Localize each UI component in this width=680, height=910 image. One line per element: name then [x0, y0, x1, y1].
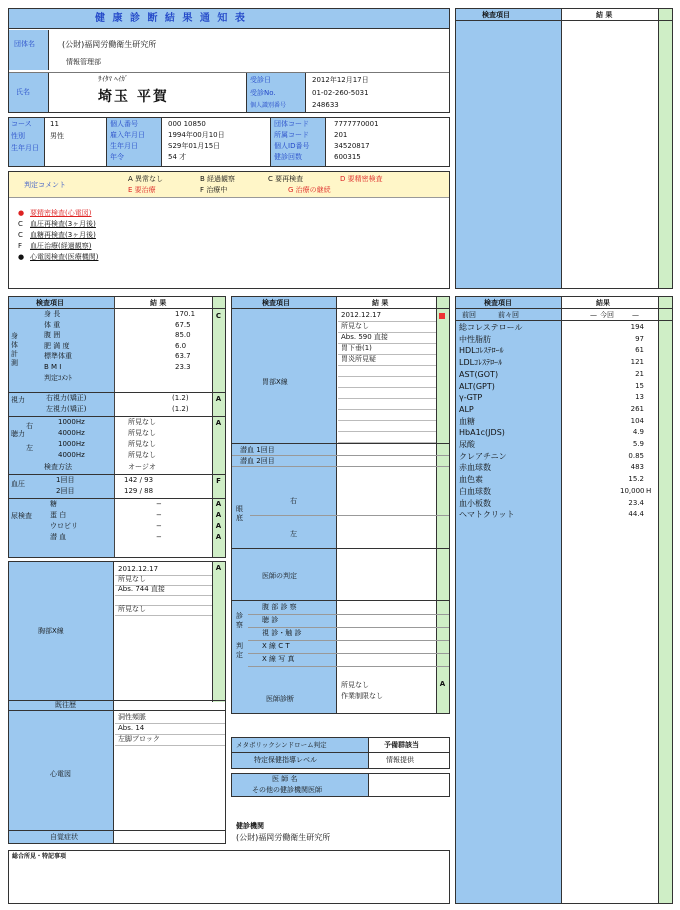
blood-value: 4.9 — [632, 428, 644, 437]
notes-panel — [8, 850, 450, 904]
final-label: 医師診断 — [266, 695, 294, 703]
stomach-row-line — [338, 420, 436, 421]
course-value: 11 — [50, 120, 59, 128]
doctor-row: 視 診・触 診 — [262, 629, 302, 637]
stomach-line: 所見なし — [341, 322, 369, 330]
ecg-label: 心電図 — [50, 770, 71, 778]
body-exam-result-header: 結 果 — [150, 299, 167, 307]
blood-item: AST(GOT) — [459, 369, 499, 379]
vision-item: 右視力(矯正) — [46, 394, 87, 403]
hearing-left: 左 — [26, 444, 33, 453]
hearing-value: 所見なし — [128, 440, 156, 449]
stomach-row-line — [338, 431, 436, 432]
stomach-row-line — [338, 321, 436, 322]
divider — [9, 72, 449, 73]
urine-item: 潜 血 — [50, 533, 67, 542]
footer-org-label: 健診機関 — [236, 822, 264, 830]
blood-value: 61 — [635, 346, 644, 355]
blood-value: 5.9 — [632, 440, 644, 448]
body-value: 170.1 — [175, 310, 196, 318]
stomach-row-line — [338, 376, 436, 377]
bp-group: 血圧 — [11, 480, 25, 489]
hearing-method-label: 検査方法 — [44, 463, 72, 472]
person-id-label: 個人識別番号 — [250, 102, 287, 109]
exam-label: 医師の判定 — [262, 572, 297, 580]
blood-value: 13 — [635, 393, 644, 402]
person-no-label: 個人番号 — [110, 120, 138, 128]
hearing-freq: 1000Hz — [58, 440, 85, 449]
course-label: コース — [11, 120, 32, 128]
person-no-value: 000 10850 — [168, 120, 206, 128]
ecg-line: Abs. 14 — [118, 724, 145, 732]
age-value: 54 才 — [168, 153, 187, 161]
body-grade: C — [215, 312, 222, 320]
hearing-freq: 1000Hz — [58, 418, 85, 427]
urine-value: − — [156, 522, 162, 531]
hearing-value: 所見なし — [128, 451, 156, 460]
doctor-name-label: 医 師 名 — [272, 775, 298, 783]
exam-count-value: 600315 — [334, 153, 361, 161]
stomach-row-line — [338, 365, 436, 366]
vision-grade: A — [215, 395, 222, 404]
urine-grade: A — [215, 500, 222, 509]
comment-label: 判定コメント — [24, 181, 66, 189]
stomach-line: 胃下垂(1) — [341, 344, 372, 352]
blood-item: ALP — [459, 404, 474, 414]
blood-item: 血小板数 — [459, 498, 491, 508]
exam-date-label: 受診日 — [250, 76, 271, 84]
bp-line — [9, 474, 225, 475]
exam-no-label: 受診No. — [250, 89, 276, 97]
right-top-result-header: 結 果 — [596, 11, 613, 19]
right-top-item-col — [456, 9, 562, 288]
blood-grade-col — [658, 297, 672, 903]
dob-value: S29年01月15日 — [168, 142, 221, 150]
stomach-label: 胃部X線 — [262, 378, 288, 386]
legend-d: D 要精密検査 — [340, 175, 383, 183]
ecg-line — [9, 710, 225, 711]
blood-value: 23.4 — [628, 498, 644, 507]
blood-item: LDLｺﾚｽﾃﾛｰﾙ — [459, 358, 503, 368]
blood-value: 21 — [635, 369, 644, 378]
blood-item: クレアチニン — [459, 451, 507, 461]
final-grade: A — [439, 680, 446, 688]
stomach-row-line — [338, 354, 436, 355]
xray-line: Abs. 744 直接 — [118, 585, 165, 593]
blood-item: HbA1c(JDS) — [459, 428, 505, 438]
legend-e: E 要治療 — [128, 186, 156, 194]
eye-left: 左 — [290, 530, 297, 538]
notes-label: 総合所見・特記事項 — [12, 853, 67, 860]
body-exam-divider — [114, 297, 115, 557]
doctor-side: 診察 — [236, 612, 243, 629]
blood-item: 白血球数 — [459, 486, 491, 496]
exam-line — [232, 548, 449, 549]
blood-prev2-header: 前々回 — [498, 311, 519, 319]
guide-label: 特定保健指導レベル — [254, 756, 317, 764]
advice-mark: ● — [18, 209, 25, 217]
subjective-line — [9, 830, 225, 831]
stomach-flag — [439, 313, 445, 319]
advice-text: 血糖再検査(3ヶ月後) — [30, 231, 96, 239]
blood-value: 10,000 — [620, 486, 645, 495]
blood-item: γ-GTP — [459, 393, 483, 403]
sex-label: 性別 — [11, 132, 25, 140]
middle-grade-col — [436, 297, 449, 713]
exam-count-label: 健診回数 — [274, 153, 302, 161]
doctor-row-line — [248, 666, 449, 667]
hearing-method-value: オージオ — [128, 463, 156, 472]
sex-value: 男性 — [50, 132, 64, 140]
hire-date-value: 1994年00月10日 — [168, 131, 225, 139]
urine-grade: A — [215, 533, 222, 542]
history-label: 既往歴 — [55, 701, 76, 709]
xray-row-line — [115, 595, 212, 596]
hearing-grade: A — [215, 419, 222, 428]
body-value: 6.0 — [175, 341, 187, 350]
advice-text: 血圧治療(経過観察) — [30, 242, 92, 250]
blood-value: 15.2 — [628, 475, 644, 484]
stomach-line: 胃炎所見疑 — [341, 355, 376, 363]
doctor-row: 聴 診 — [262, 616, 279, 624]
body-value: 63.7 — [175, 352, 191, 361]
xray-line: 2012.12.17 — [118, 565, 159, 573]
vision-item: 左視力(矯正) — [46, 405, 87, 414]
advice-text: 心電図検査(医療機関) — [30, 253, 99, 261]
urine-value: − — [156, 500, 162, 509]
stomach-row-line — [338, 398, 436, 399]
body-exam-item-header: 検査項目 — [36, 299, 64, 307]
urine-item: ウロビリ — [50, 522, 78, 531]
ecg-row-line — [115, 745, 225, 746]
doctor-line — [232, 600, 449, 601]
hearing-value: 所見なし — [128, 418, 156, 427]
hearing-value: 所見なし — [128, 429, 156, 438]
blood-value: 15 — [635, 381, 644, 390]
group-code-label: 団体コード — [274, 120, 309, 128]
doctor-row: 腹 部 診 察 — [262, 603, 297, 611]
hearing-line — [9, 416, 225, 417]
person-id-no-label: 個人ID番号 — [274, 142, 310, 150]
blood-item: ALT(GPT) — [459, 381, 495, 391]
person-id-no-value: 34520817 — [334, 142, 370, 150]
right-top-grade-col — [658, 9, 672, 288]
vision-group: 視力 — [11, 396, 25, 405]
bp-grade: F — [216, 477, 221, 486]
body-item: 肥 満 度 — [44, 341, 70, 350]
bp-item: 1回目 — [56, 476, 75, 485]
urine-item: 糖 — [50, 500, 57, 509]
person-id-value: 248633 — [312, 101, 339, 109]
body-value: 85.0 — [175, 331, 191, 340]
person-name: 埼玉 平賀 — [98, 89, 169, 105]
dob-label: 生年月日 — [110, 142, 138, 150]
blood-item: 血糖 — [459, 416, 475, 426]
stomach-row-line — [338, 343, 436, 344]
vision-value: (1.2) — [172, 394, 189, 403]
dept-code-value: 201 — [334, 131, 348, 139]
urine-value: − — [156, 511, 162, 520]
org-label: 団体名 — [14, 40, 35, 48]
advice-mark: F — [18, 242, 23, 250]
body-exam-header-line — [9, 308, 225, 309]
eye-mid-line — [250, 515, 449, 516]
middle-header-line — [232, 308, 449, 309]
metabo-label: メタボリックシンドローム判定 — [236, 741, 327, 749]
stomach-line: 2012.12.17 — [341, 311, 382, 319]
body-item: 判定ｺﾒﾝﾄ — [44, 373, 72, 382]
legend-b: B 経過観察 — [200, 175, 236, 183]
blood-value: 261 — [630, 404, 644, 413]
hire-date-label: 雇入年月日 — [110, 131, 145, 139]
hearing-freq: 4000Hz — [58, 429, 85, 438]
xray-grade: A — [215, 564, 222, 572]
doctor-row: X 線 C T — [262, 642, 290, 650]
doctor-row: X 線 写 真 — [262, 655, 295, 663]
blood-dash: — — [590, 311, 597, 319]
doctor-side: 判定 — [236, 642, 243, 659]
blood-now-header: 今回 — [600, 311, 614, 319]
hearing-group: 聴力 — [11, 430, 25, 439]
urine-group: 尿検査 — [11, 512, 32, 521]
metabo-divider — [232, 752, 449, 753]
stomach-row-line — [338, 387, 436, 388]
department: 情報管理部 — [66, 58, 101, 66]
blood-item: ヘマトクリット — [459, 510, 515, 520]
blood-value: 121 — [630, 358, 644, 367]
body-item: 標準体重 — [44, 352, 72, 361]
blood-item: 中性脂肪 — [459, 334, 491, 344]
legend-f: F 治療中 — [200, 186, 228, 194]
subjective-label: 自覚症状 — [50, 833, 78, 841]
blood-result-header: 結果 — [596, 299, 610, 307]
urine-grade: A — [215, 511, 222, 520]
ecg-line: 左脚ブロック — [118, 735, 160, 743]
blood-item: 血色素 — [459, 475, 483, 485]
blood-value: 483 — [630, 463, 644, 472]
bp-value: 142 / 93 — [124, 476, 154, 485]
vision-value: (1.2) — [172, 405, 189, 414]
guide-value: 情報提供 — [386, 756, 414, 764]
doctor-row-line — [248, 653, 449, 654]
stool-row-line — [232, 455, 449, 456]
vision-line — [9, 392, 225, 393]
blood-value: 44.4 — [628, 510, 644, 519]
xray-line: 所見なし — [118, 605, 146, 613]
xray-ecg-grade-col — [212, 562, 225, 702]
body-value: 67.5 — [175, 320, 191, 329]
ecg-line: 洞性頻脈 — [118, 713, 146, 721]
blood-header-line — [456, 308, 672, 309]
group-code-value: 7777770001 — [334, 120, 379, 128]
stool-row: 潜血 2回目 — [240, 457, 275, 465]
blood-subheader-line — [456, 320, 672, 321]
personal-info-panel — [8, 117, 450, 167]
body-item: B M I — [44, 363, 62, 371]
dept-code-label: 所属コード — [274, 131, 309, 139]
stool-line — [232, 443, 449, 444]
xray-line: 所見なし — [118, 575, 146, 583]
doctor-row-line — [248, 627, 449, 628]
bp-value: 129 / 88 — [124, 487, 154, 496]
middle-result-header: 結 果 — [372, 299, 389, 307]
body-group-label: 身体計測 — [11, 332, 18, 367]
doctor-row-line — [248, 640, 449, 641]
exam-date-value: 2012年12月17日 — [312, 76, 369, 84]
blood-item: HDLｺﾚｽﾃﾛｰﾙ — [459, 346, 504, 356]
blood-prev-header: 前回 — [462, 311, 476, 319]
urine-grade: A — [215, 522, 222, 531]
blood-flag: H — [646, 486, 652, 495]
right-top-header-line — [456, 20, 672, 21]
history-line — [9, 700, 225, 701]
bp-item: 2回目 — [56, 487, 75, 496]
body-item: 腹 囲 — [44, 331, 61, 340]
stomach-row-line — [338, 332, 436, 333]
stool-row-line — [232, 466, 449, 467]
metabo-value: 予備群該当 — [384, 741, 419, 749]
advice-text: 要精密検査(心電図) — [30, 209, 92, 217]
name-kana: ｻｲﾀﾏ ﾍｲｶﾞ — [98, 75, 129, 83]
blood-item: 尿酸 — [459, 440, 475, 449]
blood-item: 総コレステロール — [459, 323, 523, 332]
blood-value: 97 — [635, 334, 644, 343]
urine-line — [9, 498, 225, 499]
org-label-cell — [9, 30, 49, 70]
blood-value: 104 — [630, 416, 644, 425]
blood-value: 194 — [630, 323, 644, 331]
birth-label: 生年月日 — [11, 144, 39, 152]
blood-item: 赤血球数 — [459, 463, 491, 473]
exam-no-value: 01-02-260-5031 — [312, 89, 369, 97]
eye-right: 右 — [290, 497, 297, 505]
body-value: 23.3 — [175, 363, 191, 371]
xray-label: 胸部X線 — [38, 627, 64, 635]
blood-item-header: 検査項目 — [484, 299, 512, 307]
advice-text: 血圧再検査(3ヶ月後) — [30, 220, 96, 228]
xray-row-line — [115, 615, 212, 616]
stool-row: 潜血 1回目 — [240, 446, 275, 454]
advice-mark: ● — [18, 253, 25, 261]
page-title: 健 康 診 断 結 果 通 知 表 — [95, 13, 247, 24]
stomach-row-line — [338, 409, 436, 410]
advice-mark: C — [18, 220, 23, 228]
hearing-right: 右 — [26, 422, 33, 431]
body-item: 体 重 — [44, 320, 61, 329]
stomach-line: Abs. 590 直接 — [341, 333, 388, 341]
org-name: (公財)福岡労働衛生研究所 — [62, 40, 157, 49]
footer-org: (公財)福岡労働衛生研究所 — [236, 833, 331, 842]
name-label: 氏名 — [16, 88, 30, 96]
urine-value: − — [156, 533, 162, 542]
final-line: 作業制限なし — [341, 692, 383, 700]
blood-value: 0.85 — [628, 451, 644, 460]
legend-g: G 治療の継続 — [288, 186, 331, 194]
doctor-name-sub: その他の健診機関医師 — [252, 786, 322, 794]
hearing-freq: 4000Hz — [58, 451, 85, 460]
doctor-row-line — [248, 614, 449, 615]
body-item: 身 長 — [44, 310, 61, 318]
age-label: 年令 — [110, 153, 124, 161]
legend-c: C 要再検査 — [268, 175, 304, 183]
advice-mark: C — [18, 231, 23, 239]
middle-item-header: 検査項目 — [262, 299, 290, 307]
blood-dash: — — [632, 311, 639, 319]
urine-item: 蛋 白 — [50, 511, 67, 520]
final-line: 所見なし — [341, 681, 369, 689]
eye-label: 眼底 — [236, 505, 243, 522]
right-top-item-header: 検査項目 — [482, 11, 510, 19]
legend-a: A 異常なし — [128, 175, 164, 183]
